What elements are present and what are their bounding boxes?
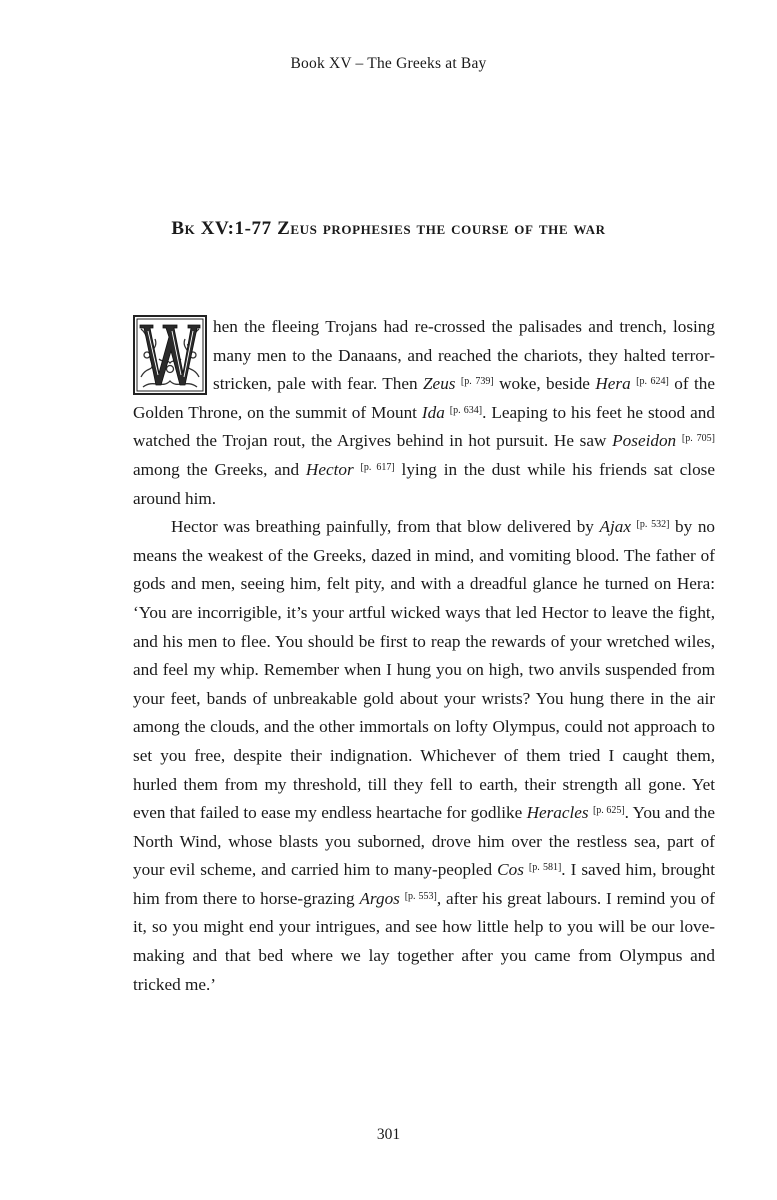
- section-title: Bk XV:1-77 Zeus prophesies the course of the war: [171, 218, 606, 239]
- name-zeus: Zeus: [423, 374, 456, 394]
- paragraph-1-text-4: . Leaping to his feet he stood and watched the Trojan rout, the Argives behind in hot pursuit. He saw: [133, 402, 715, 451]
- paragraph-2-text-2: by no means the weakest of the Greeks, dazed in mind, and vomiting blood. The father of gods and men, seeing him, felt pity, and with a dreadful glance he turned on Hera: ‘You are incorrigible, it’s your artful wicked ways that led Hector to leave the fight, and his men to flee. You should be first to reap the rewards of your wretched wiles, and feel my whip. Remember when I hung you on high, two anvils suspended from your feet, bands of unbreakable gold about your wrists? You hung there in the air among the clouds, and the other immortals on lofty Olympus, could not approach to set you free, despite their indignation. Whichever of them tried I caught them, hurled them from my threshold, till they fell to earth, their strength all gone. Yet even that failed to ease my endless heartache for godlike: [133, 517, 716, 823]
- paragraph-2-text-4: . I saved him, brought him from there to horse-grazing: [133, 860, 715, 908]
- paragraph-1-text-3: of the Golden Throne, on the summit of Mount: [133, 374, 716, 422]
- name-hera: Hera: [595, 374, 631, 394]
- page-number: 301: [376, 1126, 401, 1143]
- paragraph-2: [133, 513, 715, 999]
- name-ida: Ida: [421, 402, 445, 422]
- page-ref-hera[interactable]: [p. 624]: [636, 376, 669, 388]
- name-cos: Cos: [497, 860, 524, 880]
- page-ref-zeus[interactable]: [p. 739]: [460, 376, 494, 388]
- paragraph-1-text-5: among the Greeks, and: [133, 459, 306, 479]
- page-ref-ida[interactable]: [p. 634]: [449, 404, 483, 416]
- paragraph-2-text-1: Hector was breathing painfully, from that blow delivered by: [171, 517, 600, 537]
- page-ref-ajax[interactable]: [p. 532]: [636, 519, 670, 531]
- page-ref-argos[interactable]: [p. 553]: [404, 890, 437, 902]
- page-ref-hector[interactable]: [p. 617]: [360, 461, 395, 473]
- name-argos: Argos: [359, 888, 400, 908]
- name-hector: Hector: [305, 459, 354, 479]
- name-poseidon: Poseidon: [612, 431, 677, 451]
- paragraph-1-text-1: hen the fleeing Trojans had re-crossed the palisades and trench, losing many men to the Danaans, and reached the chariots, they halted terror-stricken, pale with fear. Then: [213, 317, 715, 394]
- paragraph-1-text-2: woke, beside: [493, 374, 596, 394]
- paragraph-1: [133, 313, 715, 513]
- paragraph-1-text-6: lying in the dust while his friends sat close around him.: [133, 459, 715, 508]
- body-text: [133, 313, 715, 999]
- paragraph-2-text-3: . You and the North Wind, whose blasts you suborned, drove him over the restless sea, part of your evil scheme, and carried him to many-peopled: [133, 803, 715, 880]
- page-ref-heracles[interactable]: [p. 625]: [592, 805, 625, 817]
- name-heracles: Heracles: [526, 803, 589, 823]
- paragraph-2-text-5: , after his great labours. I remind you of it, so you might end your intrigues, and see how little help to you will be our love-making and that bed where we lay together after you came from Olympus and tricked me.’: [133, 888, 716, 994]
- running-head: Book XV – The Greeks at Bay: [290, 55, 487, 72]
- page-ref-cos[interactable]: [p. 581]: [528, 862, 562, 874]
- ornamental-initial-w-icon: [133, 315, 207, 395]
- name-ajax: Ajax: [599, 517, 631, 537]
- page-ref-poseidon[interactable]: [p. 705]: [681, 433, 715, 445]
